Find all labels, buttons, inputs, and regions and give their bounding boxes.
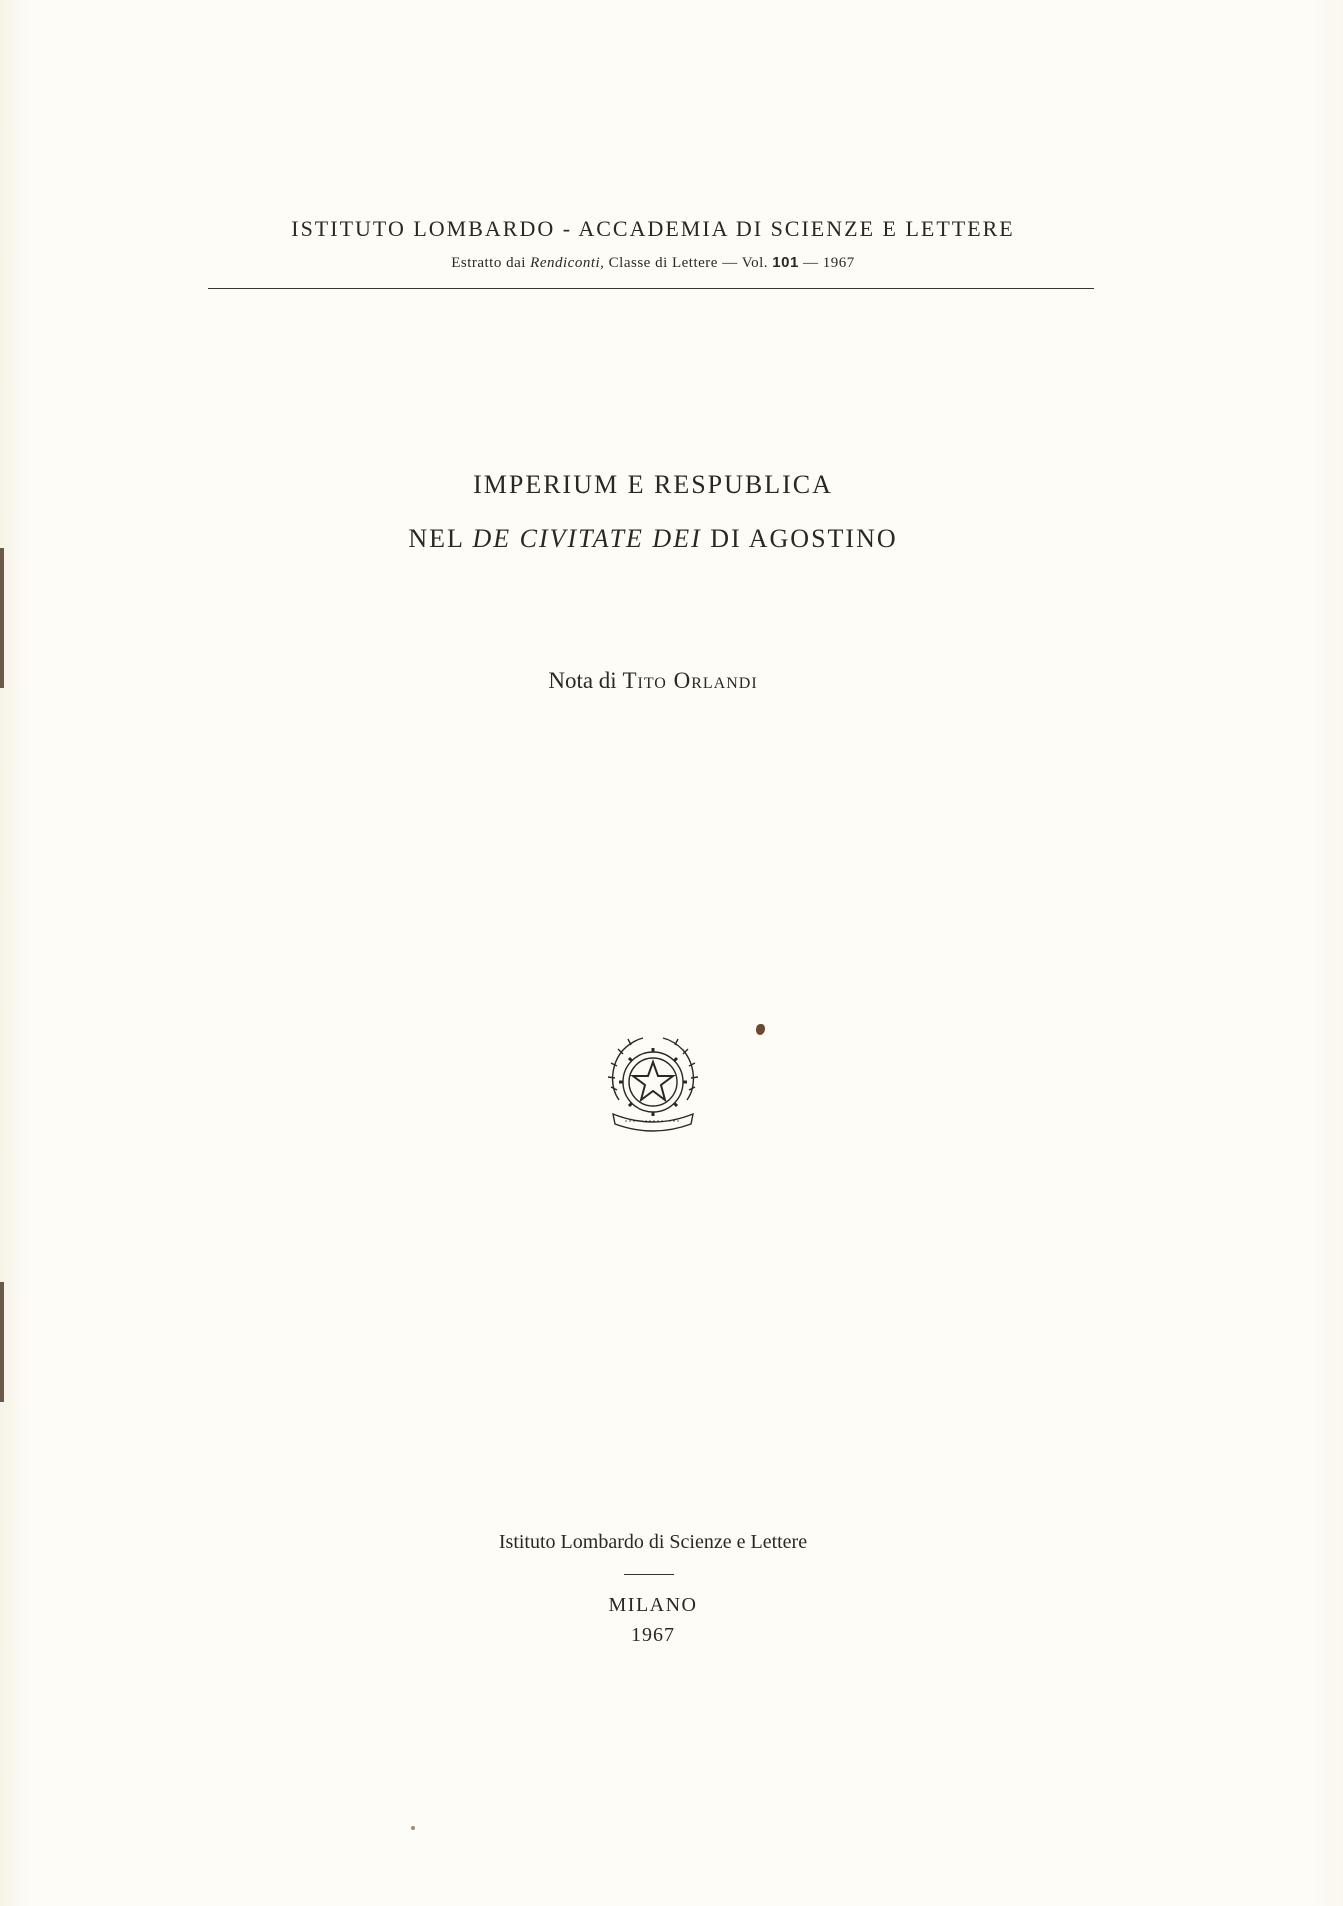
publication-city: MILANO [608,1594,698,1616]
author-name: Tito Orlandi [622,668,758,693]
extract-dash: — [803,255,819,271]
title-work-italic: DE CIVITATE DEI [472,524,702,553]
extract-journal: Rendiconti, [530,255,605,271]
title-prefix: NEL [408,524,464,553]
institution-header: ISTITUTO LOMBARDO - ACCADEMIA DI SCIENZE E LETTERE [291,216,1015,241]
title-line-2 [0,524,1306,554]
volume-number: 101 [772,254,799,271]
paper-blemish [756,1024,765,1035]
binding-staple-mark [0,1282,4,1402]
extract-year: 1967 [822,255,855,271]
paper-blemish [411,1826,415,1830]
extract-line [0,254,1306,272]
publication-year: 1967 [631,1624,675,1646]
publisher-name: Istituto Lombardo di Scienze e Lettere [498,1531,808,1553]
title-suffix: DI AGOSTINO [710,524,898,553]
extract-dash: — [722,255,738,271]
author-prefix: Nota di [548,668,617,693]
volume-label: Vol. [741,255,769,271]
extract-class: Classe di Lettere [608,255,718,271]
italian-republic-emblem-icon [605,1030,701,1138]
publisher-divider [624,1574,674,1575]
author-line [0,668,1306,694]
title-line-1: IMPERIUM E RESPUBLICA [473,470,833,499]
extract-prefix: Estratto dai [451,255,526,271]
binding-staple-mark [0,548,4,688]
header-divider [208,288,1094,289]
